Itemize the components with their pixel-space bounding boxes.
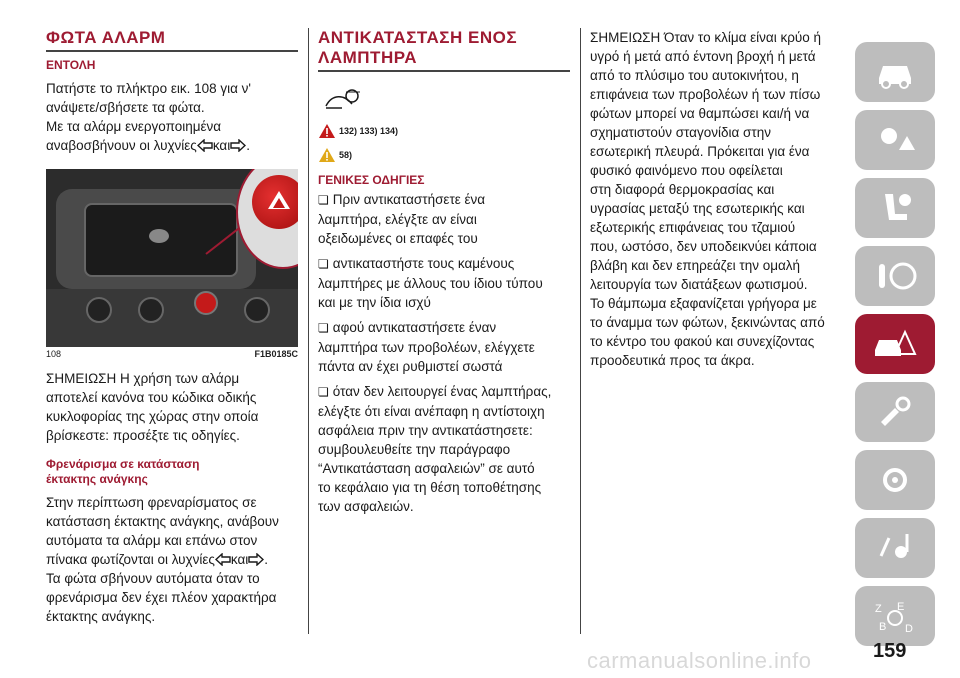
text-line: Το θάμπωμα εξαφανίζεται γρήγορα με	[590, 296, 817, 311]
tab-multimedia[interactable]	[855, 518, 935, 578]
note-references: 58)	[339, 150, 353, 160]
warning-icon	[318, 123, 336, 139]
text-line: λειτουργία των διατάξεων φωτισμού.	[590, 277, 808, 292]
text-line: ❏ Πριν αντικαταστήσετε ένα	[318, 192, 485, 207]
figure-caption	[46, 349, 298, 359]
text-line: αυτόματα τα αλάρμ και επάνω στον	[46, 533, 258, 548]
tab-emergency[interactable]	[855, 314, 935, 374]
text-line: ΣΗΜΕΙΩΣΗ Όταν το κλίμα είναι κρύο ή	[590, 30, 822, 45]
text-line: των ασφαλειών.	[318, 499, 414, 514]
warning-references: 132) 133) 134)	[339, 126, 399, 136]
text-line: και	[230, 552, 249, 567]
text-line: αναβοσβήνουν οι λυχνίες	[46, 138, 197, 153]
text-line: “Αντικατάσταση ασφαλειών” σε αυτό	[318, 461, 535, 476]
car-icon	[871, 52, 919, 92]
text-line: ΑΝΤΙΚΑΤΑΣΤΑΣΗ ΕΝΟΣ	[318, 28, 518, 47]
text-line: Με τα αλάρμ ενεργοποιημένα	[46, 119, 222, 134]
section-title: ΦΩΤΑ ΑΛΑΡΜ	[46, 28, 166, 47]
section-title	[318, 28, 570, 68]
warning-triangle-inner-icon	[273, 198, 285, 208]
subsection-title	[46, 457, 298, 487]
text-line: ❏ αφού αντικαταστήσετε έναν	[318, 320, 496, 335]
text-line: ελέγξτε ότι είναι ανέπαφη η αντίστοιχη	[318, 404, 545, 419]
text-line: κυκλοφορίας της χώρας στην οποία	[46, 409, 259, 424]
text-line: συμβουλευθείτε την παράγραφο	[318, 442, 511, 457]
tab-driving[interactable]	[855, 246, 935, 306]
text-line: στη διαφορά θερμοκρασίας και	[590, 182, 775, 197]
tab-car-overview[interactable]	[855, 42, 935, 102]
text-line: ανάψετε/σβήσετε τα φώτα.	[46, 100, 205, 115]
text-line: φυσικό φαινόμενο που οφείλεται	[590, 163, 783, 178]
text-line: λαμπτήρα των προβολέων, ελέγχετε	[318, 340, 535, 355]
tab-dashboard[interactable]	[855, 110, 935, 170]
subsection-title: ΓΕΝΙΚΕΣ ΟΔΗΓΙΕΣ	[318, 173, 425, 187]
hazard-button	[194, 291, 218, 315]
text-line: και με την ίδια ισχύ	[318, 295, 431, 310]
right-arrow-icon	[248, 553, 264, 566]
text-line: που, ωστόσο, δεν υποδεικνύει κάποια	[590, 239, 817, 254]
note-paragraph	[46, 369, 298, 445]
paragraph: Στην περίπτωση φρεναρίσματος σε κατάσταση έκτακτης ανάγκης, ανάβουν αυτόματα τα αλάρμ και επάνω στον πίνακα φωτίζονται οι λυχνίες και . Τα φώτα σβήνουν αυτόματα όταν το φρενάρισμα δεν έχει πλέον χαρακτήρα έκτακτης ανάγκης.	[46, 495, 279, 624]
left-arrow-icon	[215, 553, 231, 566]
column-divider	[308, 28, 309, 634]
text-line: ❏ όταν δεν λειτουργεί ένας λαμπτήρας,	[318, 384, 551, 399]
tab-safety[interactable]	[855, 178, 935, 238]
text-line: λαμπτήρα, ελέγξτε αν είναι	[318, 212, 477, 227]
svg-text:B: B	[879, 621, 887, 633]
maintenance-icon	[871, 392, 919, 432]
gear-icon	[871, 460, 919, 500]
car-breakdown-icon	[871, 324, 919, 364]
text-line: ❏ αντικαταστήστε τους καμένους	[318, 256, 514, 271]
text-line: το κεφάλαιο για τη θέση τοποθέτησης	[318, 480, 542, 495]
hazard-button-figure	[46, 169, 298, 347]
text-line: επιφάνεια των προβολέων ή των πίσω	[590, 87, 821, 102]
bullet-item	[318, 190, 570, 248]
text-line: ΣΗΜΕΙΩΣΗ Η χρήση των αλάρμ	[46, 371, 240, 386]
text-line: πάντα αν έχει ρυθμιστεί σωστά	[318, 359, 503, 374]
page-number: 159	[873, 640, 907, 662]
text-line: πίνακα φωτίζονται οι λυχνίες	[46, 552, 215, 567]
column-bulb-replacement	[318, 28, 570, 516]
text-line: σχηματιστούν σταγονίδια στην	[590, 125, 771, 140]
bulb-icon	[322, 86, 362, 112]
column-fogging-note	[590, 28, 840, 370]
text-line: κατάσταση έκτακτης ανάγκης, ανάβουν	[46, 514, 279, 529]
tab-maintenance[interactable]	[855, 382, 935, 442]
watermark: carmanualsonline.info	[587, 648, 812, 673]
text-line: φώτων μπορεί να θαμπώσει και/ή να	[590, 106, 810, 121]
text-line: από το πλύσιμο του αυτοκινήτου, η	[590, 68, 799, 83]
tab-technical-data[interactable]	[855, 450, 935, 510]
svg-text:Z: Z	[875, 603, 882, 615]
brand-logo	[149, 229, 169, 243]
text-line: έκτακτης ανάγκης	[46, 472, 148, 486]
note-paragraph	[590, 28, 840, 370]
control-knob	[86, 297, 112, 323]
text-line: Τα φώτα σβήνουν αυτόματα όταν το	[46, 571, 260, 586]
multimedia-icon	[871, 528, 919, 568]
note-refs	[318, 147, 570, 163]
left-arrow-icon	[197, 139, 213, 152]
text-line: αποτελεί κανόνα του κώδικα οδικής	[46, 390, 257, 405]
bullet-item	[318, 382, 570, 516]
subsection-title: ΕΝΤΟΛΗ	[46, 58, 96, 72]
text-line: βλάβη και δεν επηρεάζει την ομαλή	[590, 258, 801, 273]
section-heading-wrap	[46, 28, 298, 52]
text-line: οξειδωμένες οι επαφές του	[318, 231, 478, 246]
warning-refs	[318, 123, 570, 139]
text-line: Στην περίπτωση φρεναρίσματος σε	[46, 495, 257, 510]
text-line: υγρασίας μεταξύ της εσωτερικής και	[590, 201, 805, 216]
steering-icon	[871, 256, 919, 296]
figure-code: F1B0185C	[254, 349, 298, 359]
paragraph: Πατήστε το πλήκτρο εικ. 108 για ν' ανάψετε/σβήσετε τα φώτα. Με τα αλάρμ ενεργοποιημένα αναβοσβήνουν οι λυχνίες και .	[46, 81, 251, 153]
text-line: ΛΑΜΠΤΗΡΑ	[318, 48, 418, 67]
text-line: εσωτερική πλευρά. Πρόκειται για ένα	[590, 144, 810, 159]
column-divider	[580, 28, 581, 634]
text-line: έκτακτης ανάγκης.	[46, 609, 156, 624]
text-line: το άναμμα των φώτων, ξεκινώντας από	[590, 315, 825, 330]
text-line: βρίσκεστε: προσέξτε τις οδηγίες.	[46, 428, 240, 443]
index-icon	[871, 596, 919, 636]
bullet-item	[318, 318, 570, 376]
right-arrow-icon	[230, 139, 246, 152]
text-line: λαμπτήρες με άλλους του ίδιου τύπου	[318, 276, 543, 291]
warning-lights-icon	[871, 120, 919, 160]
text-line: το κέντρο του φακού και συνεχίζοντας	[590, 334, 815, 349]
bullet-item	[318, 254, 570, 312]
section-heading-wrap	[318, 28, 570, 72]
text-line: προοδευτικά προς τα άκρα.	[590, 353, 755, 368]
tab-index[interactable]	[855, 586, 935, 646]
figure-number: 108	[46, 349, 62, 359]
control-knob	[138, 297, 164, 323]
text-line: και	[212, 138, 231, 153]
text-line: Πατήστε το πλήκτρο εικ. 108 για ν'	[46, 81, 251, 96]
column-hazard-lights	[46, 28, 298, 626]
svg-text:E: E	[897, 601, 905, 613]
svg-text:D: D	[905, 623, 913, 635]
control-knob	[244, 297, 270, 323]
text-line: ασφάλεια πριν την αντικατάστησετε:	[318, 423, 533, 438]
seat-icon	[871, 188, 919, 228]
text-line: εξωτερικής επιφάνειας του τζαμιού	[590, 220, 796, 235]
text-line: Φρενάρισμα σε κατάσταση	[46, 457, 200, 471]
text-line: φρενάρισμα δεν έχει πλέον χαρακτήρα	[46, 590, 277, 605]
note-icon	[318, 147, 336, 163]
text-line: υγρό ή μετά από έντονη βροχή ή μετά	[590, 49, 816, 64]
